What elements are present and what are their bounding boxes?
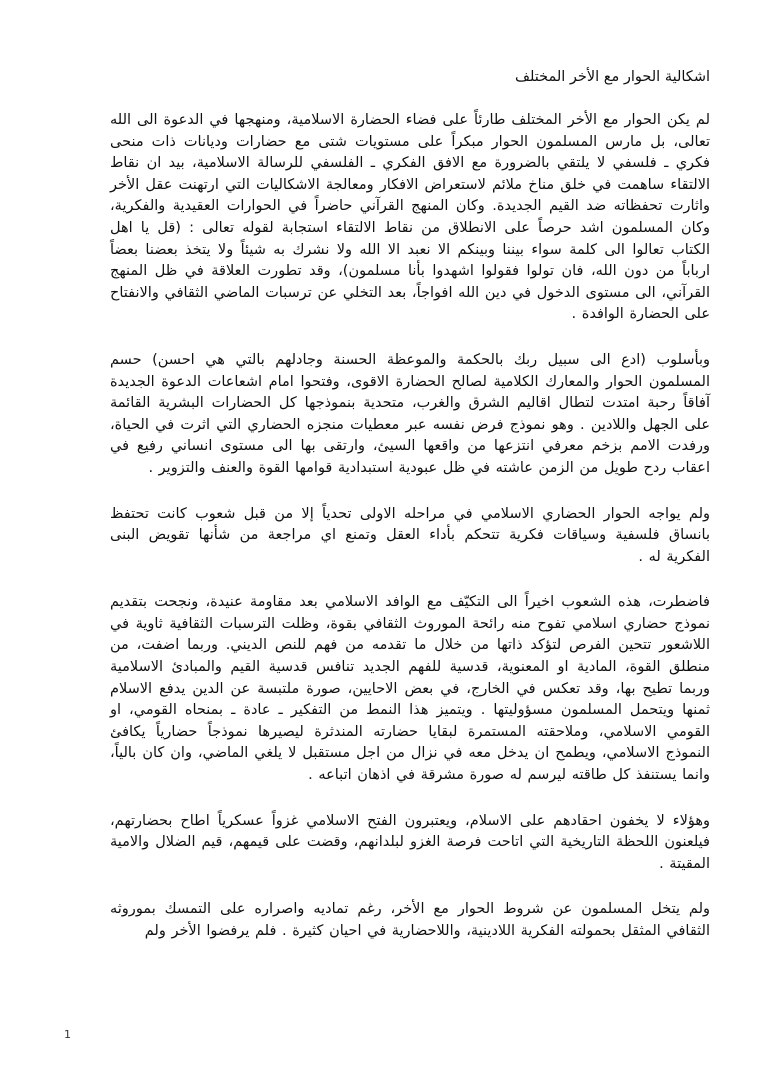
paragraph-4: فاضطرت، هذه الشعوب اخيراً الى التكيّف مع الوافد الاسلامي بعد مقاومة عنيدة، ونجحت بتقديم نموذج حضاري اسلامي تفوح منه رائحة الموروث الثقافي بقوة، وظلت الترسبات الثقافية ثاوية في اللاشعور تتحين الفرص لتؤكد ذاتها من خلال ما تقدمه من فهم للنص الديني. وربما اضفت، من منطلق القوة، المادية او المعنوية، قدسية للفهم الجديد تنافس قدسية القيم والمبادئ الاسلامية وربما تطيح بها، وقد تعكس في الخارج، في بعض الاحايين، صورة ملتبسة عن الدين يدفع الاسلام ثمنها ويتحمل المسلمون مسؤوليتها . ويتميز هذا النمط من التفكير ـ عادة ـ بمنحاه القومي، او القومي الاسلامي، وملاحقته المستمرة لبقايا حضارته المندثرة ليصيرها نموذجاً حضارياً يكافئ النموذج الاسلامي، ويطمح ان يدخل معه في نزال من اجل مستقبل لا يلغي الماضي، وان كان بالياً، وانما يستنفذ كل طاقته ليرسم له صورة مشرقة في اذهان اتباعه . bbox=[110, 594, 710, 784]
page-number: 1 bbox=[64, 1028, 71, 1041]
paragraph-3: ولم يواجه الحوار الحضاري الاسلامي في مراحله الاولى تحدياً إلا من قبل شعوب كانت تحتفظ بانساق فلسفية وسياقات فكرية تتحكم بأداء العقل وتمنع اي مراجعة من شأنها تقويض البنى الفكرية له . bbox=[110, 505, 710, 565]
document-body bbox=[110, 66, 710, 967]
paragraph-2: وبأسلوب (ادع الى سبيل ربك بالحكمة والموعظة الحسنة وجادلهم بالتي هي احسن) حسم المسلمون الحوار والمعارك الكلامية لصالح الحضارة الاقوى، وفتحوا امام اشعاعات الدعوة الجديدة آفاقاً رحبة امتدت لتطال اقاليم الشرق والغرب، متحدية بنموذجها كل الحضارات البشرية القائمة على الجهل واللادين . وهو نموذج فرض نفسه عبر معطيات منجزه الحضاري التي اثرت في الحياة، ورفدت الامم بزخم معرفي انتزعها من واقعها السيئ، وارتقى بها الى مستوى انساني رفيع في اعقاب ردح طويل من الزمن عاشته في ظل عبودية استبدادية قوامها القوة والعنف والتزوير . bbox=[110, 351, 710, 476]
paragraph-1: لم يكن الحوار مع الأخر المختلف طارئاً على فضاء الحضارة الاسلامية، ومنهجها في الدعوة الى الله تعالى، بل مارس المسلمون الحوار مبكراً على مستويات شتى مع حضارات وديانات ذات منحى فكري ـ فلسفي لا يلتقي بالضرورة مع الافق الفكري ـ الفلسفي للرسالة الاسلامية، بيد ان نقاط الالتقاء ساهمت في خلق مناخ ملائم لاستعراض الافكار ومعالجة الاشكاليات التي ارتهنت عقل الأخر واثارت تحفظاته ضد القيم الجديدة. وكان المنهج القرآني حاضراً في الحوارات العقيدية والفكرية، وكان المسلمون اشد حرصاً على الانطلاق من نقاط الالتقاء استجابة لقوله تعالى : (قل يا اهل الكتاب تعالوا الى كلمة سواء بيننا وبينكم الا نعبد الا الله ولا نشرك به شيئاً ولا يتخذ بعضنا بعضاً ارباباً من دون الله، فان تولوا فقولوا اشهدوا بأنا مسلمون)، وقد تطورت العلاقة في ظل المنهج القرآني، الى مستوى الدخول في دين الله افواجاً، بعد التخلي عن ترسبات الماضي الثقافي والانفتاح على الحضارة الوافدة . bbox=[110, 112, 710, 323]
paragraph-6: ولم يتخل المسلمون عن شروط الحوار مع الأخر، رغم تماديه واصراره على التمسك بموروثه الثقافي المثقل بحمولته الفكرية اللادينية، واللاحضارية في احيان كثيرة . فلم يرفضوا الأخر ولم bbox=[110, 901, 710, 939]
document-title: اشكالية الحوار مع الأخر المختلف bbox=[514, 69, 710, 85]
paragraph-5: وهؤلاء لا يخفون احقادهم على الاسلام، ويعتبرون الفتح الاسلامي غزواً عسكرياً اطاح بحضارتهم، فيلعنون اللحظة التاريخية التي اتاحت فرصة الغزو لبلدانهم، وقضت على قيمهم، قيم الضلال والامية المقيتة . bbox=[110, 812, 710, 872]
